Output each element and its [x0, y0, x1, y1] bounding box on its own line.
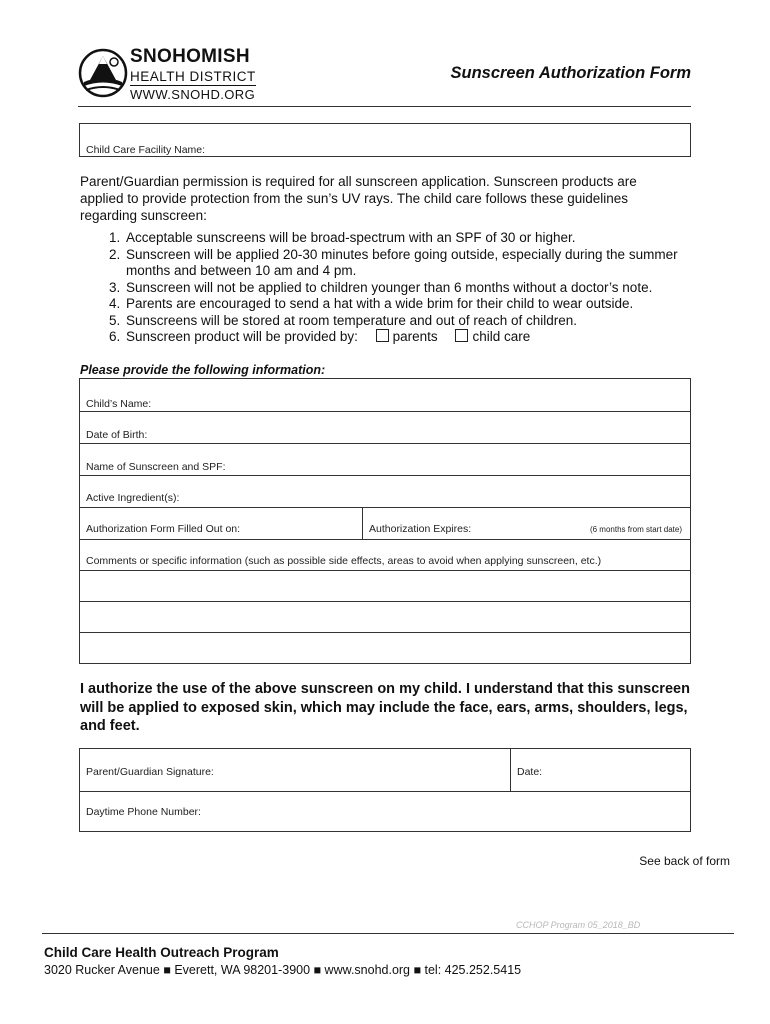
sunscreen-name-label: Name of Sunscreen and SPF:: [86, 461, 226, 473]
row-divider: [80, 570, 690, 571]
footer-address: 3020 Rucker Avenue ■ Everett, WA 98201-3900 ■ www.snohd.org ■ tel: 425.252.5415: [44, 963, 522, 977]
guidelines-list: [96, 230, 724, 346]
info-section-heading: Please provide the following information:: [80, 363, 326, 377]
see-back-note: See back of form: [639, 854, 730, 868]
logo-website: WWW.SNOHD.ORG: [130, 87, 256, 102]
info-form-table: [79, 378, 691, 664]
form-code-watermark: CCHOP Program 05_2018_BD: [516, 920, 641, 930]
provided-by-label: Sunscreen product will be provided by:: [126, 329, 358, 344]
active-ingredients-field[interactable]: [80, 476, 690, 507]
intro-paragraph: Parent/Guardian permission is required for all sunscreen application. Sunscreen products are applied to provide protection from the sun’s UV rays. The child care follows these guidelines regarding sunscreen:: [80, 174, 637, 223]
phone-label: Daytime Phone Number:: [86, 806, 201, 818]
signature-label: Parent/Guardian Signature:: [86, 766, 214, 778]
snohomish-health-district-logo: [78, 44, 258, 104]
guideline-item: 1. Acceptable sunscreens will be broad-spectrum with an SPF of 30 or higher.: [124, 230, 724, 247]
form-title: Sunscreen Authorization Form: [450, 64, 691, 82]
row-divider: [80, 601, 690, 602]
guideline-item: 2. Sunscreen will be applied 20-30 minutes before going outside, especially during the summer months and between 10 am and 4 pm.: [124, 247, 724, 280]
expires-note: (6 months from start date): [589, 525, 682, 534]
parents-checkbox[interactable]: [376, 329, 389, 342]
parents-option-label: parents: [392, 329, 438, 344]
child-name-field[interactable]: [80, 379, 690, 411]
child-care-checkbox[interactable]: [455, 329, 468, 342]
dob-label: Date of Birth:: [86, 429, 148, 441]
child-care-option-label: child care: [472, 329, 531, 344]
logo-subtitle: HEALTH DISTRICT: [130, 69, 256, 84]
date-label: Date:: [517, 766, 543, 778]
filled-out-on-field[interactable]: [80, 508, 363, 539]
dob-field[interactable]: [80, 412, 690, 443]
guideline-item: 3. Sunscreen will not be applied to children younger than 6 months without a doctor’s note.: [124, 280, 724, 297]
phone-field[interactable]: [80, 792, 690, 832]
logo-emblem-icon: [78, 44, 128, 102]
guideline-item-provided-by: [124, 329, 724, 346]
comments-label: Comments or specific information (such as possible side effects, areas to avoid when applying sunscreen, etc.): [86, 555, 602, 567]
date-field[interactable]: [511, 749, 690, 791]
child-name-label: Child’s Name:: [86, 398, 152, 410]
expires-field[interactable]: [363, 508, 690, 539]
sunscreen-name-field[interactable]: [80, 444, 690, 475]
expires-label: Authorization Expires:: [369, 523, 472, 535]
guideline-item: 4. Parents are encouraged to send a hat with a wide brim for their child to wear outside.: [124, 296, 724, 313]
active-ingredients-label: Active Ingredient(s):: [86, 492, 180, 504]
comments-field[interactable]: [80, 540, 690, 664]
facility-name-field[interactable]: [79, 123, 691, 157]
signature-table: [79, 748, 691, 832]
header-divider: [78, 106, 691, 107]
row-divider: [80, 632, 690, 633]
guideline-item: 5. Sunscreens will be stored at room temperature and out of reach of children.: [124, 313, 724, 330]
footer-divider: [42, 933, 734, 934]
logo-name: SNOHOMISH: [130, 46, 250, 67]
footer-program-name: Child Care Health Outreach Program: [44, 945, 279, 960]
facility-name-label: Child Care Facility Name:: [86, 144, 206, 156]
signature-field[interactable]: [80, 749, 511, 791]
authorization-statement: I authorize the use of the above sunscreen on my child. I understand that this sunscreen will be applied to exposed skin, which may include the face, ears, arms, shoulders, legs, and feet.: [80, 681, 690, 734]
filled-out-on-label: Authorization Form Filled Out on:: [86, 523, 241, 535]
